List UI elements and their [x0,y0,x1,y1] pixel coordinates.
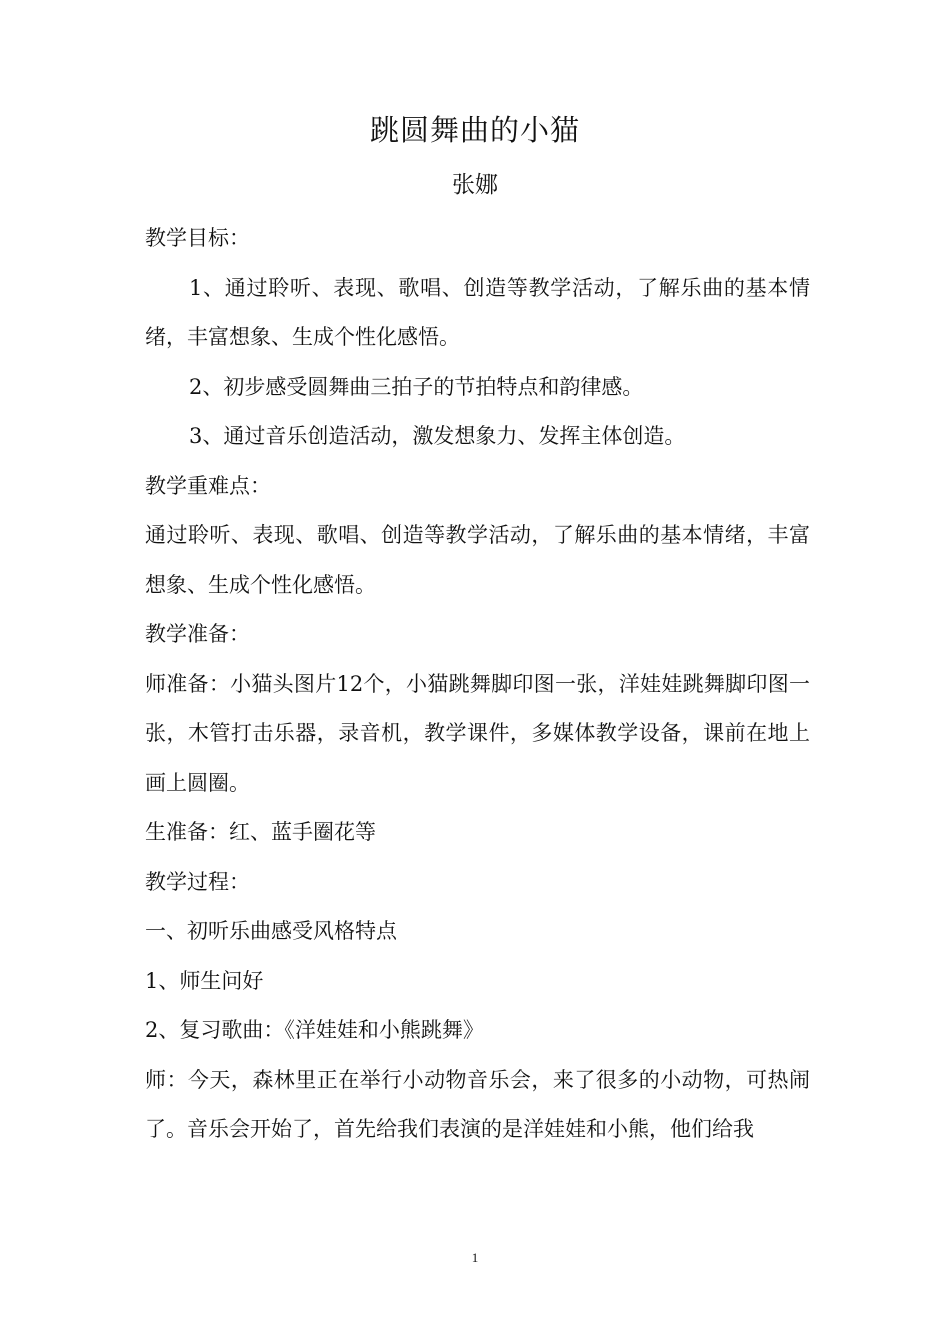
paragraph: 2、初步感受圆舞曲三拍子的节拍特点和韵律感。 [189,374,644,399]
paragraph: 一、初听乐曲感受风格特点 [145,919,397,943]
paragraph: 1、通过聆听、表现、歌唱、创造等教学活动，了解乐曲的基本情绪，丰富想象、生成个性化感悟。 [145,275,810,349]
paragraph: 教学准备： [145,622,250,646]
paragraph: 生准备：红、蓝手圈花等 [145,820,376,844]
paragraph: 教学重难点： [145,473,271,498]
page-number: 1 [471,1250,479,1265]
paragraph: 2、复习歌曲：《洋娃娃和小熊跳舞》 [145,1018,484,1042]
paragraph: 师准备：小猫头图片12个，小猫跳舞脚印图一张，洋娃娃跳舞脚印图一张，木管打击乐器，录音机，教学课件，多媒体教学设备，课前在地上画上圆圈。 [145,671,810,795]
paragraph: 1、师生问好 [145,968,264,993]
paragraph: 教学过程： [145,869,250,894]
paragraph: 师：今天，森林里正在举行小动物音乐会，来了很多的小动物，可热闹了。音乐会开始了，首先给我们表演的是洋娃娃和小熊，他们给我 [145,1067,810,1141]
paragraph: 教学目标： [145,226,250,250]
paragraph: 3、通过音乐创造活动，激发想象力、发挥主体创造。 [189,424,686,448]
paragraph: 通过聆听、表现、歌唱、创造等教学活动，了解乐曲的基本情绪，丰富想象、生成个性化感悟。 [145,523,810,597]
document-author: 张娜 [452,172,498,198]
document-title: 跳圆舞曲的小猫 [369,113,580,147]
document-body [145,214,810,1155]
